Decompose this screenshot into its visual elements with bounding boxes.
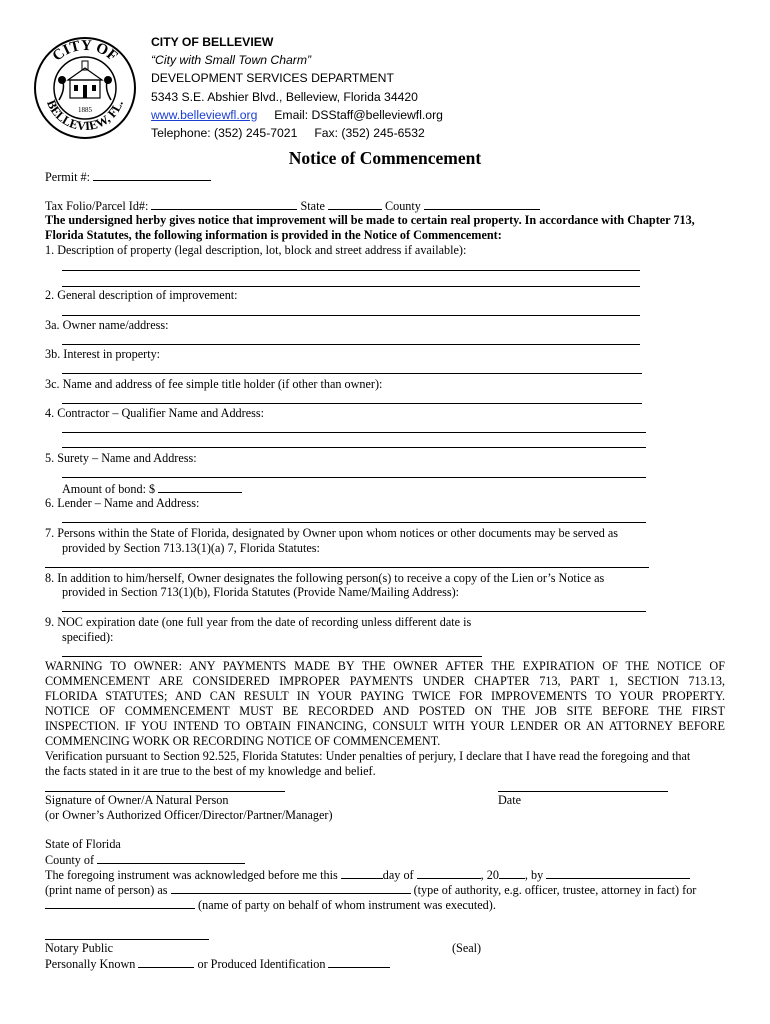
officer-label: (or Owner’s Authorized Officer/Director/Partner/Manager) (45, 808, 333, 822)
party-line: (name of party on behalf of whom instrument was executed). (45, 897, 496, 912)
item-3a-label: 3a. Owner name/address: (45, 318, 169, 332)
ack-day-blank[interactable] (341, 867, 383, 879)
item-3c-label: 3c. Name and address of fee simple title holder (if other than owner): (45, 377, 383, 391)
intro-line-1: The undersigned herby gives notice that improvement will be made to certain real property. In accordance with Chapter 713, (45, 213, 695, 227)
item-4-blank-1[interactable] (62, 432, 646, 433)
intro-line-2: Florida Statutes, the following information is provided in the Notice of Commencement: (45, 228, 502, 242)
item-1-blank-1[interactable] (62, 270, 640, 271)
permit-blank[interactable] (93, 169, 211, 181)
department-address: 5343 S.E. Abshier Blvd., Belleview, Florida 34420 (151, 89, 418, 104)
ack-year-blank[interactable] (499, 867, 525, 879)
document-title: Notice of Commencement (288, 148, 482, 168)
ack-month-blank[interactable] (417, 867, 481, 879)
date-blank[interactable] (498, 791, 668, 792)
county-of-blank[interactable] (97, 852, 245, 864)
tax-folio-blank[interactable] (151, 198, 297, 210)
item-7-blank[interactable] (45, 567, 649, 568)
verification-line-1: Verification pursuant to Section 92.525, Florida Statutes: Under penalties of perjury, I declare that I have read the foregoing and that (45, 749, 691, 763)
bond-amount-blank[interactable] (158, 481, 242, 493)
date-label: Date (498, 793, 522, 807)
item-3c-blank[interactable] (62, 403, 642, 404)
state-blank[interactable] (328, 198, 382, 210)
item-1-blank-2[interactable] (62, 286, 640, 287)
owner-signature-blank[interactable] (45, 791, 285, 792)
item-8-line-2: provided in Section 713(1)(b), Florida Statutes (Provide Name/Mailing Address): (62, 585, 460, 599)
identification-line: Personally Known or Produced Identification (45, 956, 390, 971)
item-7-line-2: provided by Section 713.13(1)(a) 7, Florida Statutes: (62, 541, 320, 555)
item-9-line-1: 9. NOC expiration date (one full year from the date of recording unless different date is (45, 615, 472, 629)
website-link[interactable]: www.belleviewfl.org (151, 107, 258, 122)
item-3b-label: 3b. Interest in property: (45, 347, 161, 361)
svg-text:1885: 1885 (78, 106, 92, 114)
bond-amount-field: Amount of bond: $ (62, 481, 242, 496)
city-slogan: “City with Small Town Charm” (151, 53, 312, 68)
warning-line-2: COMMENCEMENT ARE CONSIDERED IMPROPER PAYMENTS UNDER CHAPTER 713, PART 1, SECTION 713.13, (45, 674, 725, 688)
item-9-blank[interactable] (62, 656, 482, 657)
county-of-field: County of (45, 852, 245, 867)
item-3a-blank[interactable] (62, 344, 640, 345)
notary-signature-blank[interactable] (45, 939, 209, 940)
owner-signature-label: Signature of Owner/A Natural Person (45, 793, 229, 807)
item-5-blank[interactable] (62, 477, 646, 478)
verification-line-2: the facts stated in it are true to the best of my knowledge and belief. (45, 764, 376, 778)
ack-by-blank[interactable] (546, 867, 690, 879)
letterhead (151, 33, 443, 142)
telephone-text: Telephone: (352) 245-7021 (151, 126, 298, 141)
item-3b-blank[interactable] (62, 373, 642, 374)
city-name: CITY OF BELLEVIEW (151, 35, 274, 49)
item-2-label: 2. General description of improvement: (45, 288, 238, 302)
item-9-line-2: specified): (62, 630, 114, 644)
department-name: DEVELOPMENT SERVICES DEPARTMENT (151, 71, 394, 86)
item-6-blank[interactable] (62, 522, 646, 523)
notary-public-label: Notary Public (45, 941, 114, 955)
warning-line-3: FLORIDA STATUTES; AND CAN RESULT IN YOUR PAYING TWICE FOR IMPROVEMENTS TO YOUR PROPERTY. (45, 689, 725, 703)
personally-known-blank[interactable] (138, 956, 194, 968)
email-text: Email: DSStaff@belleviewfl.org (274, 107, 443, 122)
item-6-label: 6. Lender – Name and Address: (45, 496, 200, 510)
produced-id-blank[interactable] (328, 956, 390, 968)
item-7-line-1: 7. Persons within the State of Florida, designated by Owner upon whom notices or other documents may be served as (45, 526, 619, 540)
party-blank[interactable] (45, 897, 195, 909)
svg-text:BELLEVIEW, FL.: BELLEVIEW, FL. (43, 97, 126, 134)
item-8-blank[interactable] (62, 611, 646, 612)
item-5-label: 5. Surety – Name and Address: (45, 451, 197, 465)
item-1-label: 1. Description of property (legal description, lot, block and street address if available): (45, 243, 467, 257)
print-name-line: (print name of person) as (type of authority, e.g. officer, trustee, attorney in fact) for (45, 883, 697, 897)
item-4-label: 4. Contractor – Qualifier Name and Address: (45, 406, 264, 420)
warning-line-4: NOTICE OF COMMENCEMENT MUST BE RECORDED AND POSTED ON THE JOB SITE BEFORE THE FIRST (45, 704, 725, 718)
county-blank[interactable] (424, 198, 540, 210)
city-seal-logo (33, 36, 137, 140)
state-of-florida: State of Florida (45, 837, 121, 851)
item-2-blank[interactable] (62, 315, 640, 316)
permit-field: Permit #: (45, 169, 211, 184)
fax-text: Fax: (352) 245-6532 (314, 126, 425, 141)
svg-text:CITY OF: CITY OF (49, 37, 121, 65)
tax-folio-line: Tax Folio/Parcel Id#: State County (45, 198, 540, 213)
print-name-blank[interactable] (171, 882, 411, 894)
warning-line-1: WARNING TO OWNER: ANY PAYMENTS MADE BY THE OWNER AFTER THE EXPIRATION OF THE NOTICE OF (45, 659, 725, 673)
acknowledgment-line: The foregoing instrument was acknowledged before me this day of , 20 , by (45, 867, 690, 882)
warning-line-5: INSPECTION. IF YOU INTEND TO OBTAIN FINANCING, CONSULT WITH YOUR LENDER OR AN ATTORNEY BEFORE (45, 719, 725, 733)
item-4-blank-2[interactable] (62, 447, 646, 448)
warning-line-6: COMMENCING WORK OR RECORDING NOTICE OF COMMENCEMENT. (45, 734, 441, 748)
seal-label: (Seal) (452, 941, 482, 955)
item-8-line-1: 8. In addition to him/herself, Owner designates the following person(s) to receive a copy of the Lien or’s Notice as (45, 571, 605, 585)
